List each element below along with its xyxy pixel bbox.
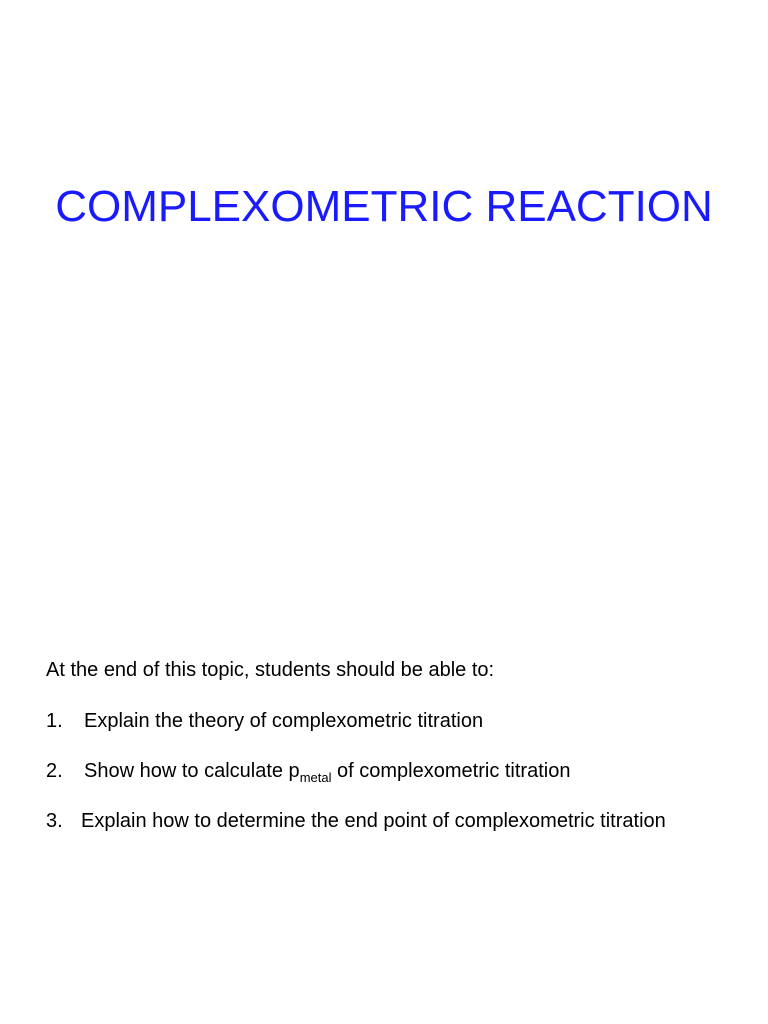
- objectives-intro: At the end of this topic, students should be able to:: [46, 659, 495, 681]
- objective-item-3: [46, 807, 746, 835]
- page-title: COMPLEXOMETRIC REACTION: [55, 182, 713, 231]
- objective-text: Explain the theory of complexometric titration: [84, 710, 484, 732]
- metal-subscript: metal: [299, 770, 332, 785]
- objective-number: 1.: [46, 710, 63, 732]
- learning-objectives: [46, 656, 746, 857]
- objective-text-before: Show how to calculate p: [84, 760, 300, 782]
- objective-text: Explain how to determine the end point of complexometric titration: [81, 810, 666, 832]
- objective-number: 3.: [46, 810, 63, 832]
- objective-text: [84, 757, 570, 785]
- objective-number: 2.: [46, 760, 63, 782]
- objective-item-2: [46, 757, 746, 785]
- objective-text-after: of complexometric titration: [331, 760, 571, 782]
- objective-item-1: [46, 707, 746, 735]
